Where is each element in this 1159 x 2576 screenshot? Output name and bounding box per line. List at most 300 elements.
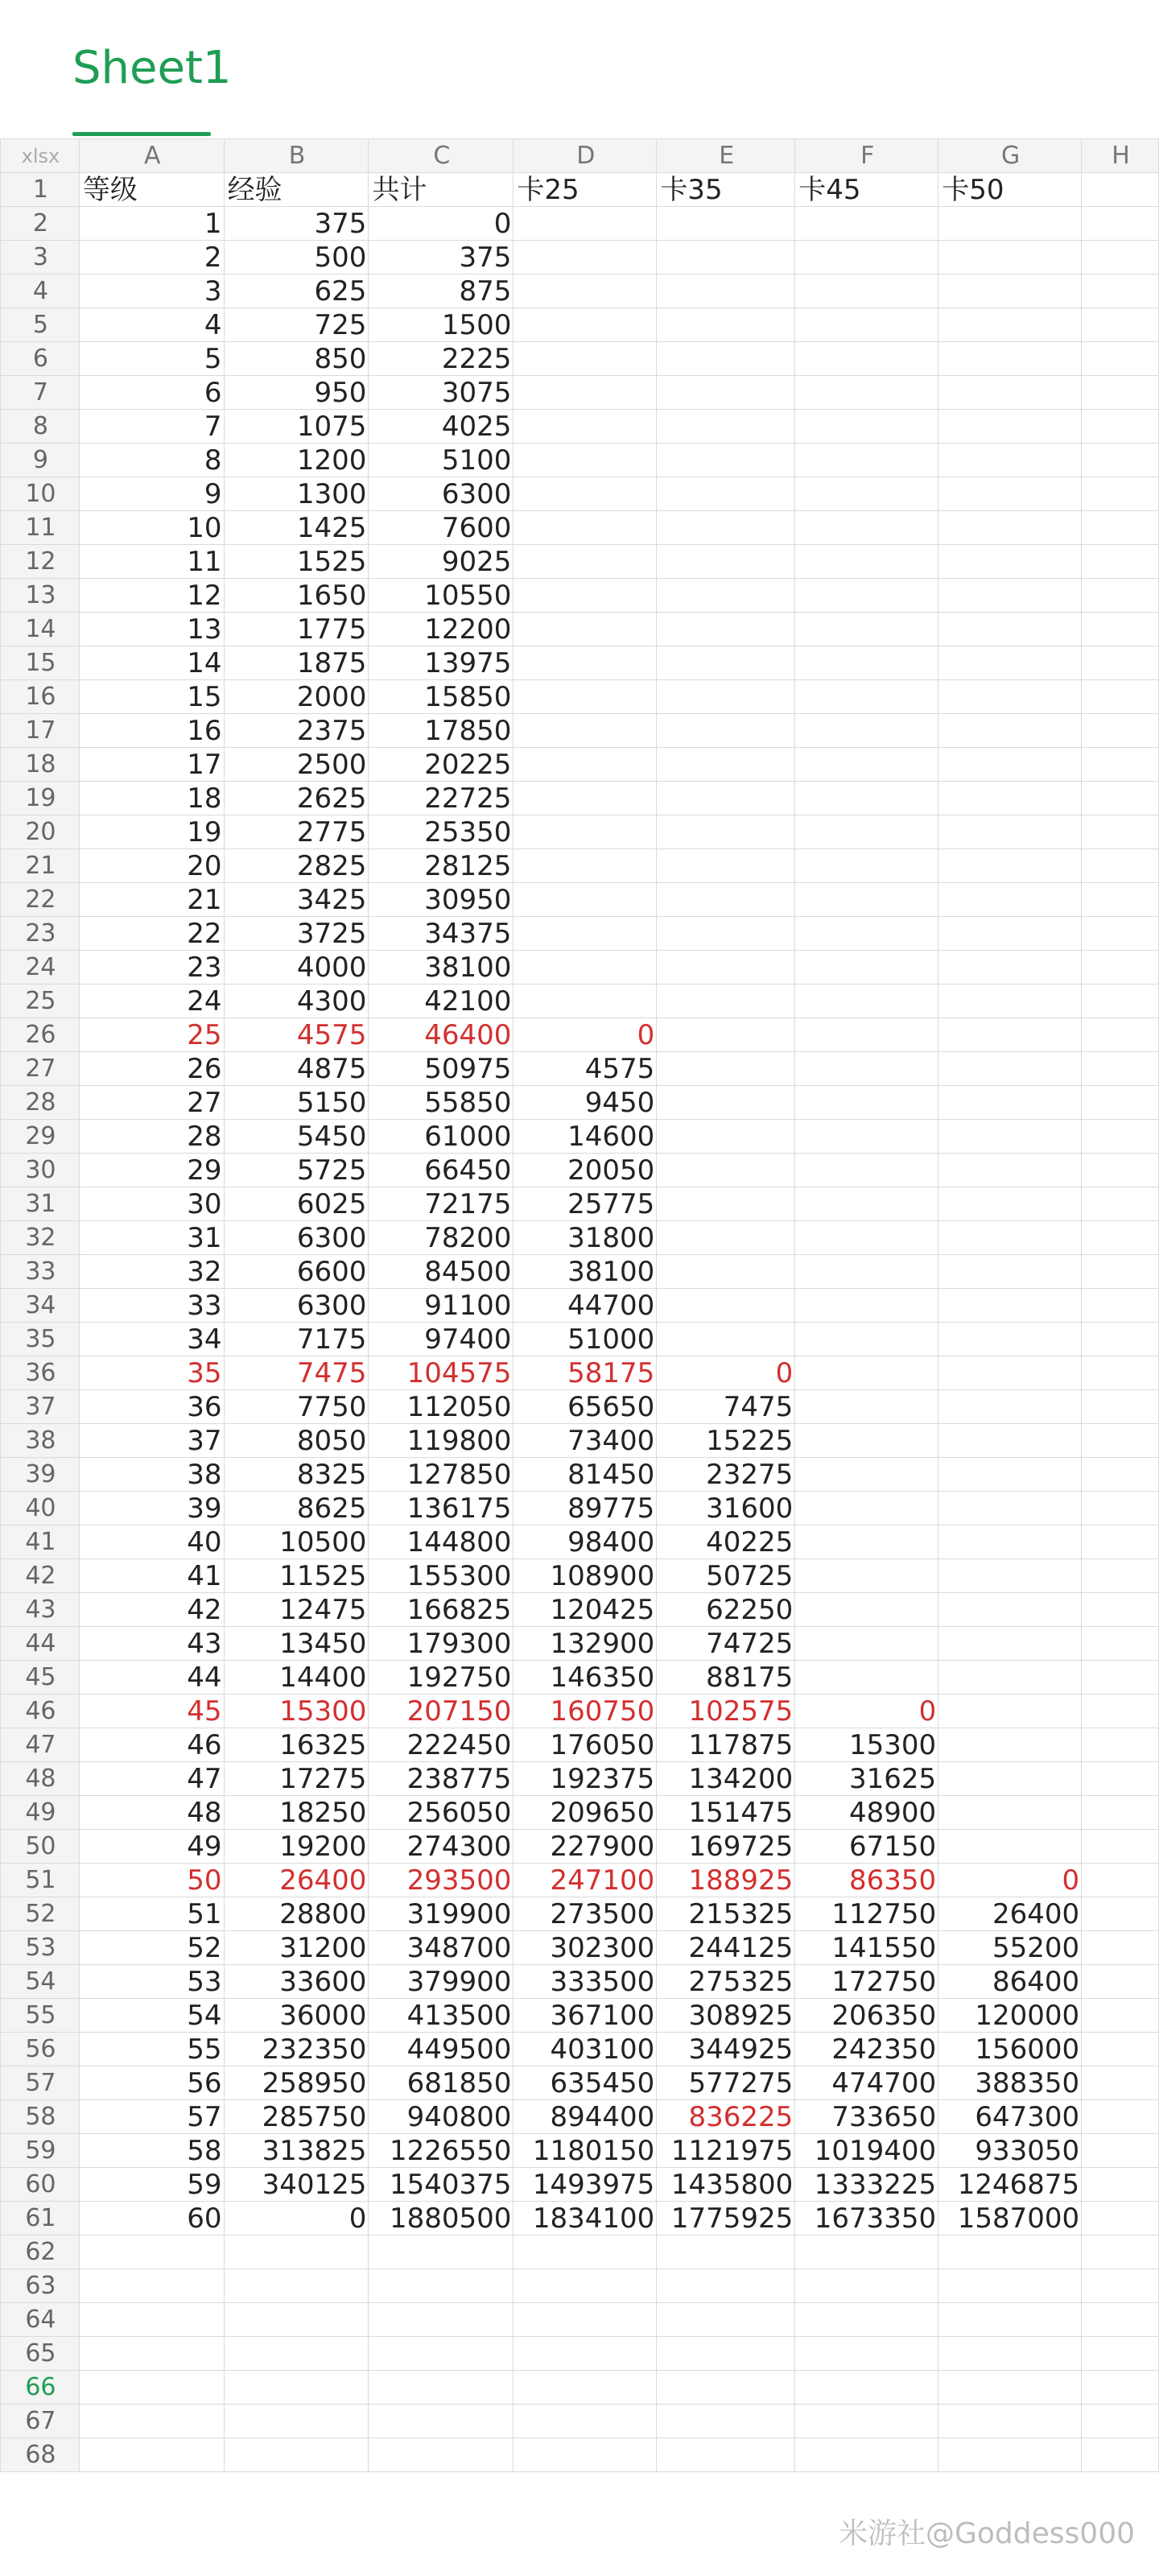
data-cell[interactable] bbox=[938, 1593, 1082, 1627]
data-cell[interactable]: 66450 bbox=[369, 1154, 514, 1187]
data-cell[interactable] bbox=[938, 748, 1082, 782]
data-cell[interactable] bbox=[1082, 1120, 1159, 1154]
data-cell[interactable] bbox=[657, 714, 795, 748]
data-cell[interactable] bbox=[938, 951, 1082, 985]
data-cell[interactable] bbox=[369, 2337, 514, 2371]
data-cell[interactable]: 8050 bbox=[224, 1424, 369, 1458]
data-cell[interactable]: 44 bbox=[79, 1661, 224, 1695]
data-cell[interactable]: 227900 bbox=[514, 1830, 657, 1864]
row-number[interactable]: 48 bbox=[1, 1762, 80, 1796]
row-number[interactable]: 30 bbox=[1, 1154, 80, 1187]
data-cell[interactable] bbox=[657, 1052, 795, 1086]
data-cell[interactable] bbox=[1082, 2438, 1159, 2472]
data-cell[interactable]: 61000 bbox=[369, 1120, 514, 1154]
data-cell[interactable]: 5450 bbox=[224, 1120, 369, 1154]
data-cell[interactable]: 86350 bbox=[795, 1864, 938, 1897]
header-cell[interactable]: 等级 bbox=[79, 173, 224, 207]
row-number[interactable]: 50 bbox=[1, 1830, 80, 1864]
data-cell[interactable] bbox=[657, 275, 795, 308]
data-cell[interactable] bbox=[1082, 1661, 1159, 1695]
data-cell[interactable]: 47 bbox=[79, 1762, 224, 1796]
data-cell[interactable]: 9450 bbox=[514, 1086, 657, 1120]
column-header-g[interactable]: G bbox=[938, 139, 1082, 173]
row-number[interactable]: 44 bbox=[1, 1627, 80, 1661]
data-cell[interactable] bbox=[795, 477, 938, 511]
data-cell[interactable]: 647300 bbox=[938, 2100, 1082, 2134]
data-cell[interactable]: 4875 bbox=[224, 1052, 369, 1086]
data-cell[interactable] bbox=[514, 646, 657, 680]
data-cell[interactable] bbox=[938, 2405, 1082, 2438]
row-number[interactable]: 45 bbox=[1, 1661, 80, 1695]
data-cell[interactable]: 156000 bbox=[938, 2033, 1082, 2066]
data-cell[interactable]: 56 bbox=[79, 2066, 224, 2100]
data-cell[interactable] bbox=[514, 2303, 657, 2337]
data-cell[interactable]: 500 bbox=[224, 241, 369, 275]
data-cell[interactable] bbox=[795, 1492, 938, 1525]
data-cell[interactable]: 36 bbox=[79, 1390, 224, 1424]
row-number[interactable]: 60 bbox=[1, 2168, 80, 2202]
data-cell[interactable]: 38 bbox=[79, 1458, 224, 1492]
data-cell[interactable] bbox=[1082, 1221, 1159, 1255]
data-cell[interactable]: 172750 bbox=[795, 1965, 938, 1999]
data-cell[interactable] bbox=[514, 308, 657, 342]
data-cell[interactable] bbox=[938, 579, 1082, 613]
data-cell[interactable]: 7175 bbox=[224, 1323, 369, 1356]
data-cell[interactable]: 20050 bbox=[514, 1154, 657, 1187]
data-cell[interactable] bbox=[1082, 1897, 1159, 1931]
data-cell[interactable] bbox=[795, 2303, 938, 2337]
data-cell[interactable]: 44700 bbox=[514, 1289, 657, 1323]
data-cell[interactable]: 222450 bbox=[369, 1728, 514, 1762]
row-number[interactable]: 14 bbox=[1, 613, 80, 646]
data-cell[interactable]: 14400 bbox=[224, 1661, 369, 1695]
data-cell[interactable] bbox=[1082, 613, 1159, 646]
data-cell[interactable] bbox=[1082, 511, 1159, 545]
data-cell[interactable] bbox=[795, 849, 938, 883]
data-cell[interactable]: 1775925 bbox=[657, 2202, 795, 2235]
row-number[interactable]: 67 bbox=[1, 2405, 80, 2438]
data-cell[interactable] bbox=[79, 2438, 224, 2472]
data-cell[interactable]: 10550 bbox=[369, 579, 514, 613]
data-cell[interactable]: 5725 bbox=[224, 1154, 369, 1187]
select-all-corner[interactable]: xlsx bbox=[1, 139, 80, 173]
data-cell[interactable]: 15 bbox=[79, 680, 224, 714]
data-cell[interactable] bbox=[938, 613, 1082, 646]
data-cell[interactable] bbox=[657, 511, 795, 545]
data-cell[interactable] bbox=[795, 1187, 938, 1221]
data-cell[interactable] bbox=[938, 1661, 1082, 1695]
data-cell[interactable] bbox=[1082, 646, 1159, 680]
row-number[interactable]: 9 bbox=[1, 444, 80, 477]
data-cell[interactable]: 89775 bbox=[514, 1492, 657, 1525]
row-number[interactable]: 1 bbox=[1, 173, 80, 207]
data-cell[interactable]: 25775 bbox=[514, 1187, 657, 1221]
data-cell[interactable] bbox=[1082, 2168, 1159, 2202]
header-cell[interactable]: 卡35 bbox=[657, 173, 795, 207]
data-cell[interactable] bbox=[1082, 1255, 1159, 1289]
row-number[interactable]: 40 bbox=[1, 1492, 80, 1525]
data-cell[interactable]: 127850 bbox=[369, 1458, 514, 1492]
row-number[interactable]: 53 bbox=[1, 1931, 80, 1965]
data-cell[interactable]: 19200 bbox=[224, 1830, 369, 1864]
data-cell[interactable] bbox=[657, 917, 795, 951]
data-cell[interactable] bbox=[1082, 1931, 1159, 1965]
data-cell[interactable]: 8 bbox=[79, 444, 224, 477]
data-cell[interactable] bbox=[1082, 477, 1159, 511]
data-cell[interactable] bbox=[938, 2371, 1082, 2405]
data-cell[interactable] bbox=[938, 1052, 1082, 1086]
data-cell[interactable]: 30 bbox=[79, 1187, 224, 1221]
data-cell[interactable]: 379900 bbox=[369, 1965, 514, 1999]
data-cell[interactable] bbox=[657, 1018, 795, 1052]
data-cell[interactable] bbox=[938, 342, 1082, 376]
row-number[interactable]: 33 bbox=[1, 1255, 80, 1289]
data-cell[interactable]: 51000 bbox=[514, 1323, 657, 1356]
data-cell[interactable] bbox=[938, 275, 1082, 308]
data-cell[interactable]: 59 bbox=[79, 2168, 224, 2202]
data-cell[interactable] bbox=[657, 2235, 795, 2269]
data-cell[interactable]: 30950 bbox=[369, 883, 514, 917]
data-cell[interactable]: 18250 bbox=[224, 1796, 369, 1830]
data-cell[interactable] bbox=[938, 1830, 1082, 1864]
data-cell[interactable] bbox=[1082, 917, 1159, 951]
data-cell[interactable] bbox=[514, 782, 657, 815]
data-cell[interactable]: 192750 bbox=[369, 1661, 514, 1695]
row-number[interactable]: 29 bbox=[1, 1120, 80, 1154]
data-cell[interactable]: 273500 bbox=[514, 1897, 657, 1931]
data-cell[interactable] bbox=[657, 815, 795, 849]
data-cell[interactable] bbox=[514, 241, 657, 275]
data-cell[interactable]: 12475 bbox=[224, 1593, 369, 1627]
data-cell[interactable]: 27 bbox=[79, 1086, 224, 1120]
data-cell[interactable]: 1 bbox=[79, 207, 224, 241]
data-cell[interactable]: 42100 bbox=[369, 985, 514, 1018]
data-cell[interactable] bbox=[514, 545, 657, 579]
data-cell[interactable] bbox=[514, 951, 657, 985]
data-cell[interactable] bbox=[657, 1255, 795, 1289]
data-cell[interactable] bbox=[938, 1559, 1082, 1593]
data-cell[interactable]: 0 bbox=[369, 207, 514, 241]
data-cell[interactable] bbox=[795, 275, 938, 308]
data-cell[interactable]: 2375 bbox=[224, 714, 369, 748]
data-cell[interactable] bbox=[1082, 275, 1159, 308]
data-cell[interactable]: 7 bbox=[79, 410, 224, 444]
data-cell[interactable]: 166825 bbox=[369, 1593, 514, 1627]
data-cell[interactable] bbox=[657, 444, 795, 477]
data-cell[interactable]: 894400 bbox=[514, 2100, 657, 2134]
data-cell[interactable]: 375 bbox=[369, 241, 514, 275]
data-cell[interactable]: 21 bbox=[79, 883, 224, 917]
data-cell[interactable] bbox=[938, 917, 1082, 951]
data-cell[interactable] bbox=[938, 308, 1082, 342]
data-cell[interactable] bbox=[795, 782, 938, 815]
data-cell[interactable]: 3725 bbox=[224, 917, 369, 951]
data-cell[interactable]: 256050 bbox=[369, 1796, 514, 1830]
row-number[interactable]: 20 bbox=[1, 815, 80, 849]
data-cell[interactable] bbox=[1082, 1525, 1159, 1559]
data-cell[interactable]: 5150 bbox=[224, 1086, 369, 1120]
data-cell[interactable] bbox=[1082, 1593, 1159, 1627]
row-number[interactable]: 47 bbox=[1, 1728, 80, 1762]
data-cell[interactable]: 58175 bbox=[514, 1356, 657, 1390]
data-cell[interactable]: 16 bbox=[79, 714, 224, 748]
data-cell[interactable] bbox=[938, 241, 1082, 275]
data-cell[interactable] bbox=[795, 241, 938, 275]
data-cell[interactable] bbox=[1082, 1492, 1159, 1525]
data-cell[interactable] bbox=[1082, 1864, 1159, 1897]
data-cell[interactable]: 31800 bbox=[514, 1221, 657, 1255]
data-cell[interactable] bbox=[795, 1120, 938, 1154]
sheet-tab-label[interactable]: Sheet1 bbox=[72, 42, 232, 94]
data-cell[interactable]: 52 bbox=[79, 1931, 224, 1965]
data-cell[interactable]: 4 bbox=[79, 308, 224, 342]
data-cell[interactable] bbox=[795, 444, 938, 477]
data-cell[interactable]: 3 bbox=[79, 275, 224, 308]
data-cell[interactable]: 1019400 bbox=[795, 2134, 938, 2168]
data-cell[interactable] bbox=[1082, 241, 1159, 275]
data-cell[interactable] bbox=[79, 2303, 224, 2337]
data-cell[interactable] bbox=[938, 1728, 1082, 1762]
data-cell[interactable] bbox=[795, 342, 938, 376]
data-cell[interactable] bbox=[514, 917, 657, 951]
data-cell[interactable]: 247100 bbox=[514, 1864, 657, 1897]
data-cell[interactable]: 23 bbox=[79, 951, 224, 985]
data-cell[interactable]: 7600 bbox=[369, 511, 514, 545]
column-header-h[interactable]: H bbox=[1082, 139, 1159, 173]
row-number[interactable]: 17 bbox=[1, 714, 80, 748]
data-cell[interactable] bbox=[1082, 1999, 1159, 2033]
data-cell[interactable]: 74725 bbox=[657, 1627, 795, 1661]
data-cell[interactable] bbox=[657, 579, 795, 613]
data-cell[interactable] bbox=[514, 2235, 657, 2269]
data-cell[interactable] bbox=[1082, 410, 1159, 444]
data-cell[interactable]: 45 bbox=[79, 1695, 224, 1728]
row-number[interactable]: 25 bbox=[1, 985, 80, 1018]
data-cell[interactable] bbox=[938, 511, 1082, 545]
row-number[interactable]: 19 bbox=[1, 782, 80, 815]
data-cell[interactable]: 625 bbox=[224, 275, 369, 308]
data-cell[interactable]: 1246875 bbox=[938, 2168, 1082, 2202]
data-cell[interactable]: 39 bbox=[79, 1492, 224, 1525]
data-cell[interactable]: 38100 bbox=[514, 1255, 657, 1289]
data-cell[interactable]: 258950 bbox=[224, 2066, 369, 2100]
data-cell[interactable]: 1540375 bbox=[369, 2168, 514, 2202]
data-cell[interactable] bbox=[1082, 1458, 1159, 1492]
data-cell[interactable]: 875 bbox=[369, 275, 514, 308]
data-cell[interactable] bbox=[657, 2405, 795, 2438]
data-cell[interactable] bbox=[938, 2235, 1082, 2269]
data-cell[interactable] bbox=[657, 748, 795, 782]
data-cell[interactable] bbox=[795, 1661, 938, 1695]
data-cell[interactable]: 37 bbox=[79, 1424, 224, 1458]
data-cell[interactable] bbox=[795, 511, 938, 545]
data-cell[interactable]: 18 bbox=[79, 782, 224, 815]
data-cell[interactable]: 55850 bbox=[369, 1086, 514, 1120]
data-cell[interactable] bbox=[795, 2438, 938, 2472]
data-cell[interactable]: 1493975 bbox=[514, 2168, 657, 2202]
data-cell[interactable] bbox=[1082, 2337, 1159, 2371]
data-cell[interactable] bbox=[657, 985, 795, 1018]
data-cell[interactable] bbox=[657, 1187, 795, 1221]
row-number[interactable]: 27 bbox=[1, 1052, 80, 1086]
data-cell[interactable] bbox=[224, 2371, 369, 2405]
data-cell[interactable]: 188925 bbox=[657, 1864, 795, 1897]
data-cell[interactable] bbox=[795, 410, 938, 444]
data-cell[interactable] bbox=[795, 1221, 938, 1255]
data-cell[interactable] bbox=[1082, 2202, 1159, 2235]
data-cell[interactable]: 51 bbox=[79, 1897, 224, 1931]
data-cell[interactable] bbox=[938, 1221, 1082, 1255]
data-cell[interactable] bbox=[938, 2438, 1082, 2472]
data-cell[interactable]: 2775 bbox=[224, 815, 369, 849]
data-cell[interactable] bbox=[1082, 1187, 1159, 1221]
data-cell[interactable] bbox=[938, 849, 1082, 883]
data-cell[interactable] bbox=[224, 2337, 369, 2371]
data-cell[interactable]: 449500 bbox=[369, 2033, 514, 2066]
data-cell[interactable] bbox=[657, 241, 795, 275]
data-cell[interactable]: 120000 bbox=[938, 1999, 1082, 2033]
data-cell[interactable] bbox=[1082, 1796, 1159, 1830]
row-number[interactable]: 31 bbox=[1, 1187, 80, 1221]
data-cell[interactable] bbox=[514, 511, 657, 545]
data-cell[interactable]: 308925 bbox=[657, 1999, 795, 2033]
data-cell[interactable]: 12200 bbox=[369, 613, 514, 646]
data-cell[interactable]: 577275 bbox=[657, 2066, 795, 2100]
row-number[interactable]: 68 bbox=[1, 2438, 80, 2472]
data-cell[interactable] bbox=[1082, 1424, 1159, 1458]
data-cell[interactable] bbox=[657, 545, 795, 579]
row-number[interactable]: 6 bbox=[1, 342, 80, 376]
data-cell[interactable]: 1587000 bbox=[938, 2202, 1082, 2235]
data-cell[interactable]: 3425 bbox=[224, 883, 369, 917]
data-cell[interactable]: 179300 bbox=[369, 1627, 514, 1661]
data-cell[interactable]: 31600 bbox=[657, 1492, 795, 1525]
data-cell[interactable]: 132900 bbox=[514, 1627, 657, 1661]
data-cell[interactable] bbox=[795, 2405, 938, 2438]
data-cell[interactable] bbox=[1082, 545, 1159, 579]
data-cell[interactable]: 293500 bbox=[369, 1864, 514, 1897]
data-cell[interactable] bbox=[795, 1323, 938, 1356]
data-cell[interactable]: 58 bbox=[79, 2134, 224, 2168]
data-cell[interactable]: 1880500 bbox=[369, 2202, 514, 2235]
data-cell[interactable]: 2225 bbox=[369, 342, 514, 376]
data-cell[interactable]: 1200 bbox=[224, 444, 369, 477]
data-cell[interactable] bbox=[657, 342, 795, 376]
data-cell[interactable]: 1300 bbox=[224, 477, 369, 511]
data-cell[interactable]: 4025 bbox=[369, 410, 514, 444]
data-cell[interactable] bbox=[795, 917, 938, 951]
data-cell[interactable]: 22 bbox=[79, 917, 224, 951]
header-cell[interactable]: 共计 bbox=[369, 173, 514, 207]
row-number[interactable]: 5 bbox=[1, 308, 80, 342]
data-cell[interactable]: 104575 bbox=[369, 1356, 514, 1390]
data-cell[interactable] bbox=[938, 985, 1082, 1018]
row-number[interactable]: 37 bbox=[1, 1390, 80, 1424]
data-cell[interactable]: 2825 bbox=[224, 849, 369, 883]
data-cell[interactable]: 1775 bbox=[224, 613, 369, 646]
data-cell[interactable]: 367100 bbox=[514, 1999, 657, 2033]
data-cell[interactable] bbox=[657, 2371, 795, 2405]
data-cell[interactable] bbox=[1082, 714, 1159, 748]
data-cell[interactable]: 62250 bbox=[657, 1593, 795, 1627]
data-cell[interactable]: 155300 bbox=[369, 1559, 514, 1593]
row-number[interactable]: 42 bbox=[1, 1559, 80, 1593]
data-cell[interactable] bbox=[657, 1086, 795, 1120]
data-cell[interactable] bbox=[1082, 1052, 1159, 1086]
data-cell[interactable] bbox=[938, 1390, 1082, 1424]
data-cell[interactable]: 15300 bbox=[795, 1728, 938, 1762]
row-number[interactable]: 62 bbox=[1, 2235, 80, 2269]
data-cell[interactable] bbox=[1082, 2405, 1159, 2438]
row-number[interactable]: 7 bbox=[1, 376, 80, 410]
row-number[interactable]: 39 bbox=[1, 1458, 80, 1492]
data-cell[interactable] bbox=[514, 342, 657, 376]
data-cell[interactable]: 302300 bbox=[514, 1931, 657, 1965]
data-cell[interactable] bbox=[795, 1289, 938, 1323]
data-cell[interactable]: 850 bbox=[224, 342, 369, 376]
row-number[interactable]: 4 bbox=[1, 275, 80, 308]
data-cell[interactable] bbox=[514, 2337, 657, 2371]
data-cell[interactable]: 1673350 bbox=[795, 2202, 938, 2235]
data-cell[interactable]: 10500 bbox=[224, 1525, 369, 1559]
row-number[interactable]: 56 bbox=[1, 2033, 80, 2066]
data-cell[interactable]: 4000 bbox=[224, 951, 369, 985]
data-cell[interactable] bbox=[514, 815, 657, 849]
row-number[interactable]: 11 bbox=[1, 511, 80, 545]
data-cell[interactable]: 14 bbox=[79, 646, 224, 680]
data-cell[interactable] bbox=[369, 2438, 514, 2472]
row-number[interactable]: 57 bbox=[1, 2066, 80, 2100]
data-cell[interactable] bbox=[938, 714, 1082, 748]
data-cell[interactable] bbox=[224, 2303, 369, 2337]
data-cell[interactable]: 55 bbox=[79, 2033, 224, 2066]
data-cell[interactable]: 6300 bbox=[224, 1289, 369, 1323]
data-cell[interactable]: 836225 bbox=[657, 2100, 795, 2134]
data-cell[interactable]: 681850 bbox=[369, 2066, 514, 2100]
row-number[interactable]: 61 bbox=[1, 2202, 80, 2235]
data-cell[interactable] bbox=[369, 2235, 514, 2269]
data-cell[interactable]: 26 bbox=[79, 1052, 224, 1086]
data-cell[interactable] bbox=[795, 2371, 938, 2405]
data-cell[interactable] bbox=[657, 207, 795, 241]
data-cell[interactable]: 91100 bbox=[369, 1289, 514, 1323]
data-cell[interactable]: 0 bbox=[657, 1356, 795, 1390]
data-cell[interactable] bbox=[795, 308, 938, 342]
data-cell[interactable] bbox=[938, 680, 1082, 714]
data-cell[interactable] bbox=[657, 883, 795, 917]
data-cell[interactable] bbox=[938, 1492, 1082, 1525]
data-cell[interactable] bbox=[795, 545, 938, 579]
data-cell[interactable] bbox=[657, 1120, 795, 1154]
row-number[interactable]: 59 bbox=[1, 2134, 80, 2168]
data-cell[interactable]: 98400 bbox=[514, 1525, 657, 1559]
data-cell[interactable] bbox=[514, 444, 657, 477]
data-cell[interactable]: 48900 bbox=[795, 1796, 938, 1830]
data-cell[interactable]: 31625 bbox=[795, 1762, 938, 1796]
data-cell[interactable]: 2625 bbox=[224, 782, 369, 815]
data-cell[interactable] bbox=[657, 951, 795, 985]
row-number[interactable]: 15 bbox=[1, 646, 80, 680]
data-cell[interactable]: 6600 bbox=[224, 1255, 369, 1289]
data-cell[interactable] bbox=[1082, 1289, 1159, 1323]
data-cell[interactable]: 34 bbox=[79, 1323, 224, 1356]
data-cell[interactable]: 33 bbox=[79, 1289, 224, 1323]
data-cell[interactable] bbox=[514, 376, 657, 410]
data-cell[interactable]: 119800 bbox=[369, 1424, 514, 1458]
data-cell[interactable] bbox=[514, 613, 657, 646]
data-cell[interactable]: 340125 bbox=[224, 2168, 369, 2202]
data-cell[interactable]: 112050 bbox=[369, 1390, 514, 1424]
